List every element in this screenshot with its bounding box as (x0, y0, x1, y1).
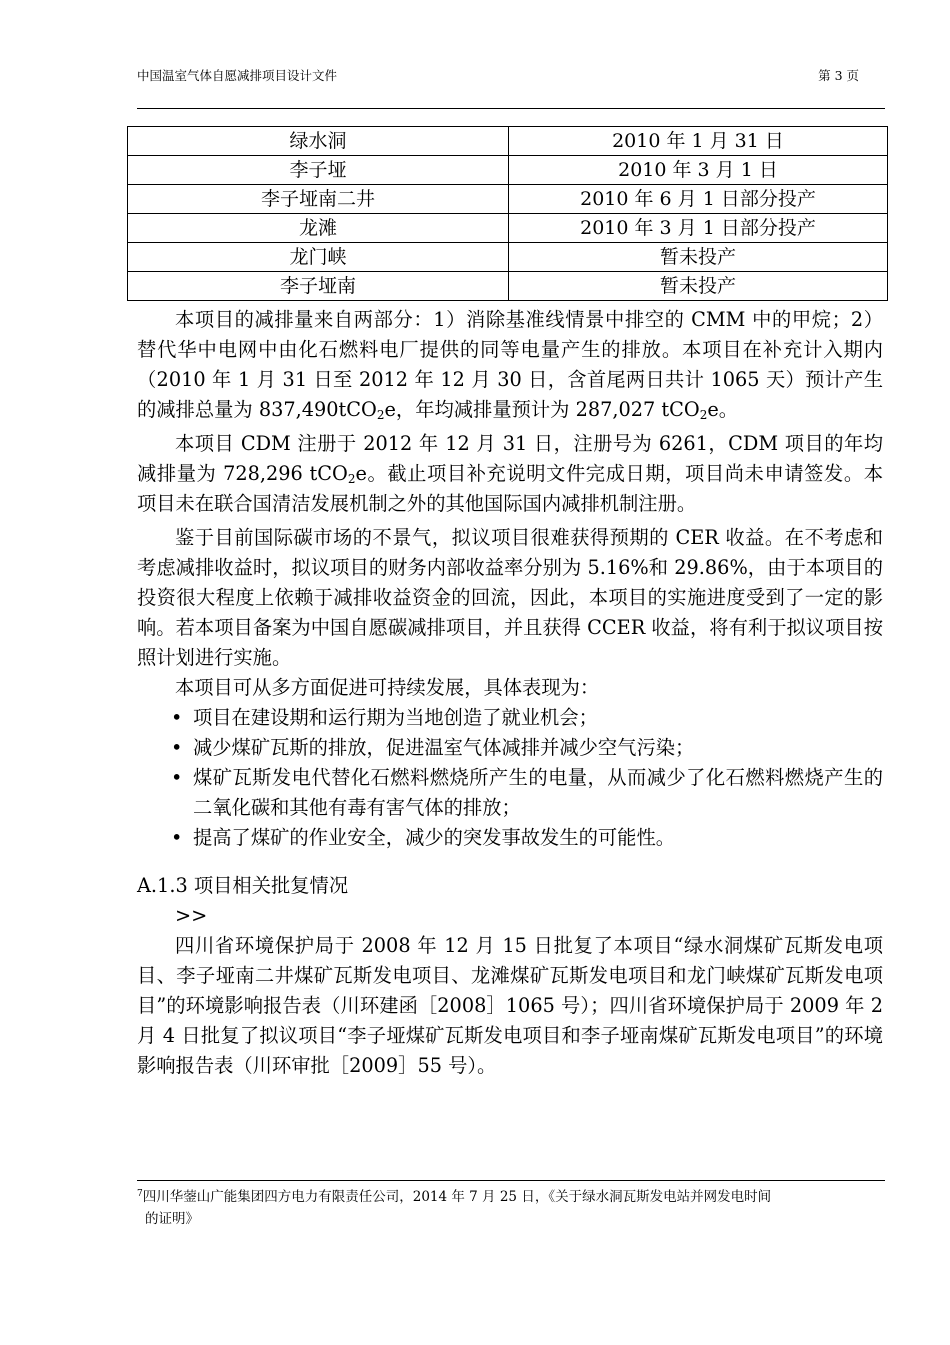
footnote-line: $^7$四川华蓥山广能集团四方电力有限责任公司，2014 年 7 月 25 日，《关于绿水洞瓦斯发电站并网发电时间 (137, 1189, 772, 1205)
document-body (137, 305, 883, 1081)
table-row (128, 156, 888, 185)
table-row (128, 272, 888, 301)
bullet-icon: • (171, 706, 183, 729)
sustainability-intro: 本项目可从多方面促进可持续发展，具体表现为： (175, 676, 600, 699)
commissioning-date: 暂未投产 (509, 243, 888, 272)
carbon-market-paragraph: 鉴于目前国际碳市场的不景气，拟议项目很难获得预期的 CER 收益。在不考虑和考虑减排收益时，拟议项目的财务内部收益率分别为 5.16%和 29.86%，由于本项目的投资很大程度上依赖于减排收益资金的回流，因此，本项目的实施进度受到了一定的影响。若本项目备案为中国自愿碳减排项目，并且获得 CCER 收益，将有利于拟议项目按照计划进行实施。 (137, 526, 883, 669)
footnote (137, 1186, 877, 1230)
commissioning-table (127, 126, 888, 301)
list-item: • 提高了煤矿的作业安全，减少的突发事故发生的可能性。 (137, 823, 883, 853)
header-rule (137, 108, 885, 109)
table-row (128, 185, 888, 214)
benefit-list (137, 703, 883, 853)
list-item: • 项目在建设期和运行期为当地创造了就业机会； (137, 703, 883, 733)
station-name: 龙门峡 (128, 243, 509, 272)
cdm-registration-paragraph: 本项目 CDM 注册于 2012 年 12 月 31 日，注册号为 6261，CDM 项目的年均减排量为 728,296 tCO$_2$e。截止项目补充说明文件完成日期，项目尚未申请签发。本项目未在联合国清洁发展机制之外的其他国际国内减排机制注册。 (137, 432, 883, 515)
section-marker: >> (175, 904, 208, 927)
bullet-icon: • (171, 736, 183, 759)
footnote-mark: 7 (137, 1189, 143, 1199)
station-name: 绿水洞 (128, 127, 509, 156)
commissioning-date: 2010 年 3 月 1 日 (509, 156, 888, 185)
emission-reduction-paragraph: 本项目的减排量来自两部分：1）消除基准线情景中排空的 CMM 中的甲烷；2）替代华中电网中由化石燃料电厂提供的同等电量产生的排放。本项目在补充计入期内（2010 年 1 月 31 日至 2012 年 12 月 30 日，含首尾两日共计 1065 天）预计产生的减排总量为 837,490tCO$_2$e，年均减排量预计为 287,027 tCO$_2$e。 (137, 308, 883, 422)
list-item: • 煤矿瓦斯发电代替化石燃料燃烧所产生的电量，从而减少了化石燃料燃烧产生的二氧化碳和其他有毒有害气体的排放； (137, 763, 883, 823)
commissioning-date: 2010 年 6 月 1 日部分投产 (509, 185, 888, 214)
station-name: 李子垭南 (128, 272, 509, 301)
commissioning-date: 暂未投产 (509, 272, 888, 301)
commissioning-date: 2010 年 1 月 31 日 (509, 127, 888, 156)
section-heading: A.1.3 项目相关批复情况 (137, 874, 349, 897)
list-item: • 减少煤矿瓦斯的排放，促进温室气体减排并减少空气污染； (137, 733, 883, 763)
table-row (128, 214, 888, 243)
station-name: 龙滩 (128, 214, 509, 243)
table-row (128, 243, 888, 272)
bullet-icon: • (171, 766, 183, 789)
footnote-line: 的证明》 (145, 1211, 199, 1227)
bullet-icon: • (171, 826, 183, 849)
station-name: 李子垭 (128, 156, 509, 185)
commissioning-date: 2010 年 3 月 1 日部分投产 (509, 214, 888, 243)
station-name: 李子垭南二井 (128, 185, 509, 214)
approval-paragraph: 四川省环境保护局于 2008 年 12 月 15 日批复了本项目“绿水洞煤矿瓦斯发电项目、李子垭南二井煤矿瓦斯发电项目、龙滩煤矿瓦斯发电项目和龙门峡煤矿瓦斯发电项目”的环境影响报告表（川环建函［2008］1065 号）；四川省环境保护局于 2009 年 2 月 4 日批复了拟议项目“李子垭煤矿瓦斯发电项目和李子垭南煤矿瓦斯发电项目”的环境影响报告表（川环审批［2009］55 号）。 (137, 934, 883, 1077)
document-title: 中国温室气体自愿减排项目设计文件 (137, 68, 338, 83)
page-number: 第 3 页 (818, 68, 859, 83)
footnote-rule (137, 1180, 885, 1181)
table-row (128, 127, 888, 156)
page-header (137, 66, 859, 88)
